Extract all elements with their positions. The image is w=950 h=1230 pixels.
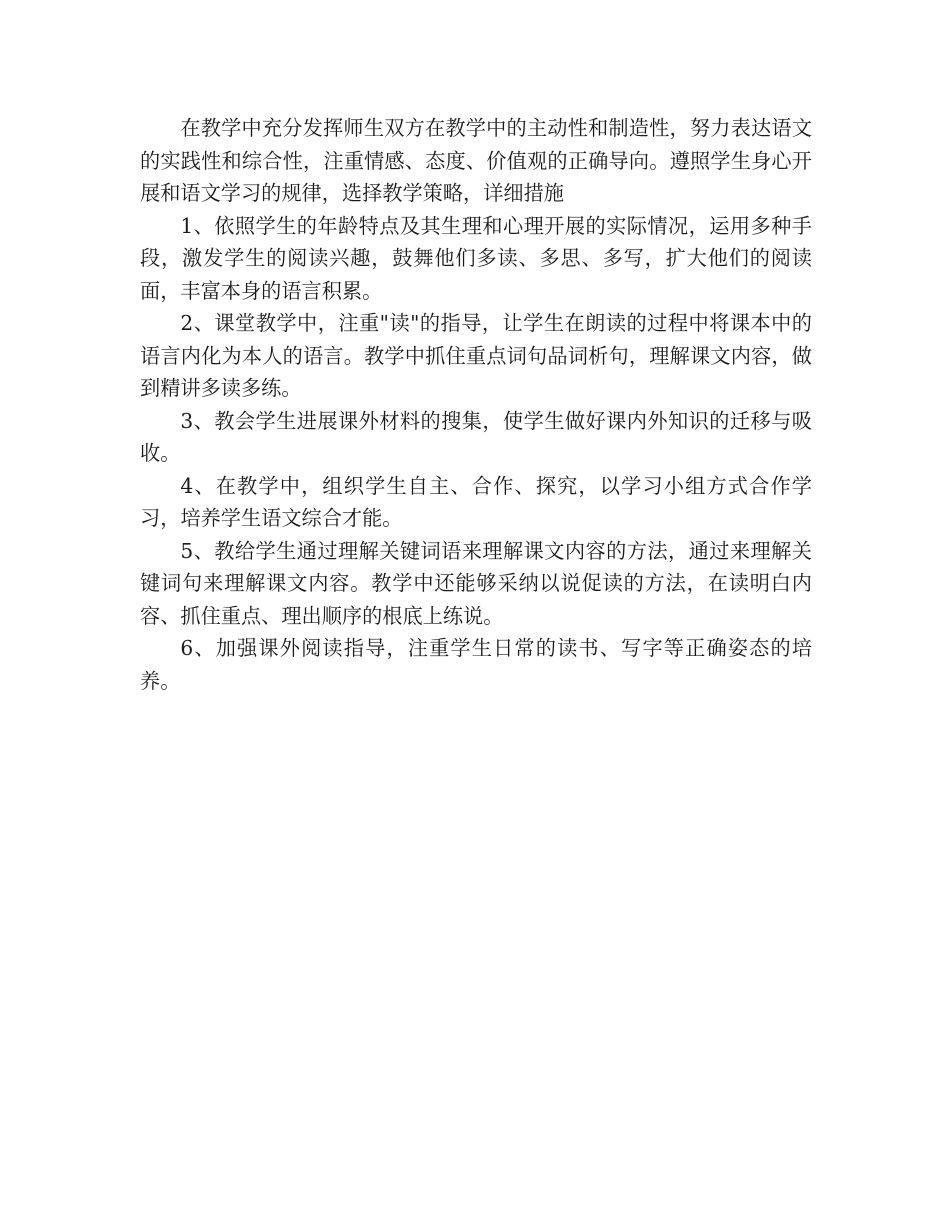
measure-item-6: 6、加强课外阅读指导，注重学生日常的读书、写字等正确姿态的培养。 bbox=[140, 636, 812, 693]
measure-item-5: 5、教给学生通过理解关键词语来理解课文内容的方法，通过来理解关键词句来理解课文内容。教学中还能够采纳以说促读的方法，在读明白内容、抓住重点、理出顺序的根底上练说。 bbox=[140, 538, 812, 628]
intro-paragraph: 在教学中充分发挥师生双方在教学中的主动性和制造性，努力表达语文的实践性和综合性，注重情感、态度、价值观的正确导向。遵照学生身心开展和语文学习的规律，选择教学策略，详细措施 bbox=[140, 116, 812, 205]
measure-item-1: 1、依照学生的年龄特点及其生理和心理开展的实际情况，运用多种手段，激发学生的阅读兴趣，鼓舞他们多读、多思、多写，扩大他们的阅读面，丰富本身的语言积累。 bbox=[140, 213, 812, 303]
measure-item-4: 4、在教学中，组织学生自主、合作、探究，以学习小组方式合作学习，培养学生语文综合才能。 bbox=[140, 473, 812, 530]
document-body bbox=[140, 112, 812, 697]
measure-item-3: 3、教会学生进展课外材料的搜集，使学生做好课内外知识的迁移与吸收。 bbox=[140, 408, 812, 465]
measure-item-2: 2、课堂教学中，注重"读"的指导，让学生在朗读的过程中将课本中的语言内化为本人的语言。教学中抓住重点词句品词析句，理解课文内容，做到精讲多读多练。 bbox=[140, 311, 812, 400]
